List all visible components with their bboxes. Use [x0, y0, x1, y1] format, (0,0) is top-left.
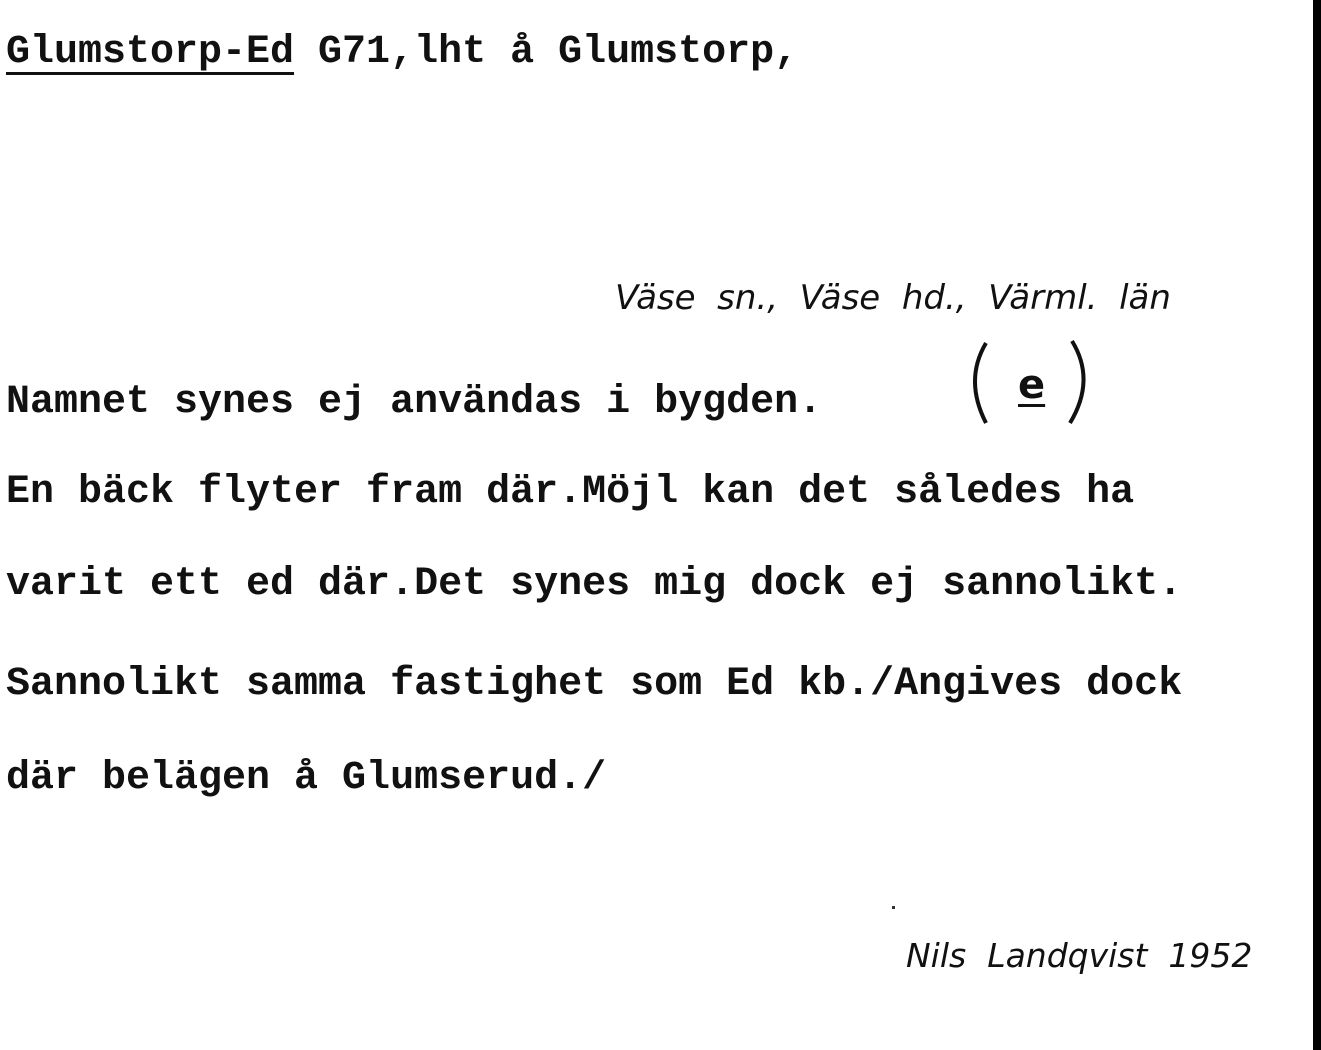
- body-line-3: varit ett ed där.Det synes mig dock ej sannolikt.: [6, 562, 1183, 607]
- card-edge-border: [1313, 0, 1321, 1050]
- body-line-1: Namnet synes ej användas i bygden.: [6, 380, 823, 425]
- heading-details: G71,lht å Glumstorp,: [294, 30, 799, 75]
- card-heading: [6, 30, 798, 75]
- body-line-2: En bäck flyter fram där.Möjl kan det således ha: [6, 470, 1135, 515]
- ink-speck: [892, 906, 895, 909]
- location-line: Väse sn., Väse hd., Värml. län: [615, 278, 1171, 318]
- classification-mark: e: [1018, 362, 1046, 408]
- signature: Nils Landqvist 1952: [906, 936, 1253, 975]
- body-line-5: där belägen å Glumserud./: [6, 756, 607, 801]
- headword: Glumstorp-Ed: [6, 30, 295, 75]
- body-line-4: Sannolikt samma fastighet som Ed kb./Angives dock: [6, 662, 1183, 707]
